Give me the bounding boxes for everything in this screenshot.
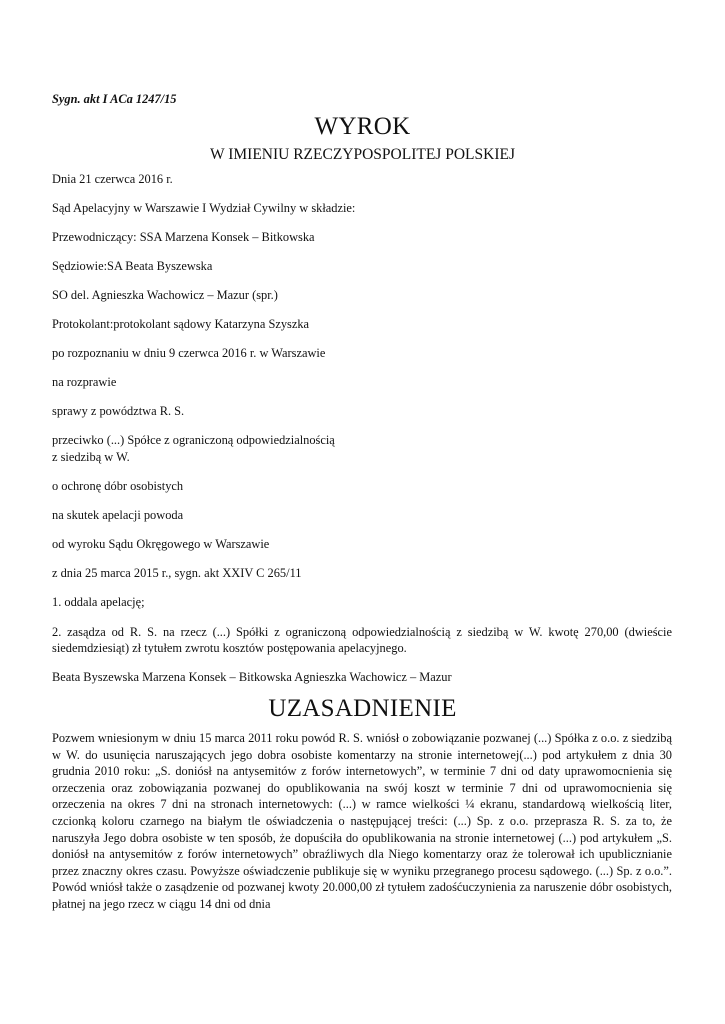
case-plaintiff: sprawy z powództwa R. S.: [52, 404, 185, 418]
judges: Sędziowie:SA Beata Byszewska: [52, 259, 213, 273]
ruling-item-2-text: 2. zasądza od R. S. na rzecz (...) Spółki z ograniczoną odpowiedzialnością z siedzibą w W. kwotę 270,00 (dwieście siedemdziesiąt) zł tytułem zwrotu kosztów postępowania apelacyjnego.: [52, 625, 672, 655]
judgment-subtitle: W IMIENIU RZECZYPOSPOLITEJ POLSKIEJ: [210, 146, 515, 163]
judgment-date: Dnia 21 czerwca 2016 r.: [52, 172, 173, 186]
signatories: Beata Byszewska Marzena Konsek – Bitkowska Agnieszka Wachowicz – Mazur: [52, 670, 452, 684]
presiding-judge: Przewodniczący: SSA Marzena Konsek – Bitkowska: [52, 230, 315, 244]
justification-paragraph: [52, 730, 672, 913]
justification-title: UZASADNIENIE: [268, 695, 457, 722]
court-composition: Sąd Apelacyjny w Warszawie I Wydział Cywilny w składzie:: [52, 201, 356, 215]
case-subject: o ochronę dóbr osobistych: [52, 479, 184, 493]
lower-court: od wyroku Sądu Okręgowego w Warszawie: [52, 537, 270, 551]
appeal-basis: na skutek apelacji powoda: [52, 508, 184, 522]
hearing-info: po rozpoznaniu w dniu 9 czerwca 2016 r. w Warszawie: [52, 346, 326, 360]
case-signature: Sygn. akt I ACa 1247/15: [52, 92, 177, 106]
case-defendant: przeciwko (...) Spółce z ograniczoną odpowiedzialnością: [52, 433, 335, 447]
defendant-seat: z siedzibą w W.: [52, 450, 130, 464]
judgment-title: WYROK: [314, 113, 411, 140]
lower-judgment-date: z dnia 25 marca 2015 r., sygn. akt XXIV C 265/11: [52, 566, 302, 580]
ruling-item-2: [52, 624, 672, 656]
ruling-item-1: 1. oddala apelację;: [52, 595, 145, 609]
court-clerk: Protokolant:protokolant sądowy Katarzyna Szyszka: [52, 317, 310, 331]
session-type: na rozprawie: [52, 375, 117, 389]
justification-text: Pozwem wniesionym w dniu 15 marca 2011 roku powód R. S. wniósł o zobowiązanie pozwanej (...) Spółka z o.o. z siedzibą w W. do usunięcia naruszających jego dobra osobiste komentarzy na stronie internetowej(...) pod artykułem z dnia 30 grudnia 2010 roku: „S. doniósł na antysemitów z forów internetowych”, w terminie 7 dni od daty uprawomocnienia się orzeczenia oraz zobowiązania pozwanej do opublikowania na swój koszt w terminie 7 dni od uprawomocnienia się orzeczenia na okres 7 dni na stronach internetowych: (...) w ramce wielkości ¼ ekranu, standardową wielkością liter, czcionką koloru czarnego na białym tle oświadczenia o następującej treści: (...) Sp. z o.o. przeprasza R. S. za to, że naruszyła Jego dobra osobiste w ten sposób, że dopuściła do opublikowania na stronie internetowej (...) pod artykułem „S. doniósł na antysemitów z forów internetowych” obraźliwych dla Niego komentarzy oraz że tolerował ich upublicznianie przez znaczny okres czasu. Powyższe oświadczenie publikuje się w wyniku przegranego procesu sądowego. (...) Sp. z o.o.”. Powód wniósł także o zasądzenie od pozwanej kwoty 20.000,00 zł tytułem zadośćuczynienia za naruszenie dóbr osobistych, płatnej na jego rzecz w ciągu 14 dni od dnia: [52, 731, 672, 911]
judge-delegated: SO del. Agnieszka Wachowicz – Mazur (spr.): [52, 288, 278, 302]
